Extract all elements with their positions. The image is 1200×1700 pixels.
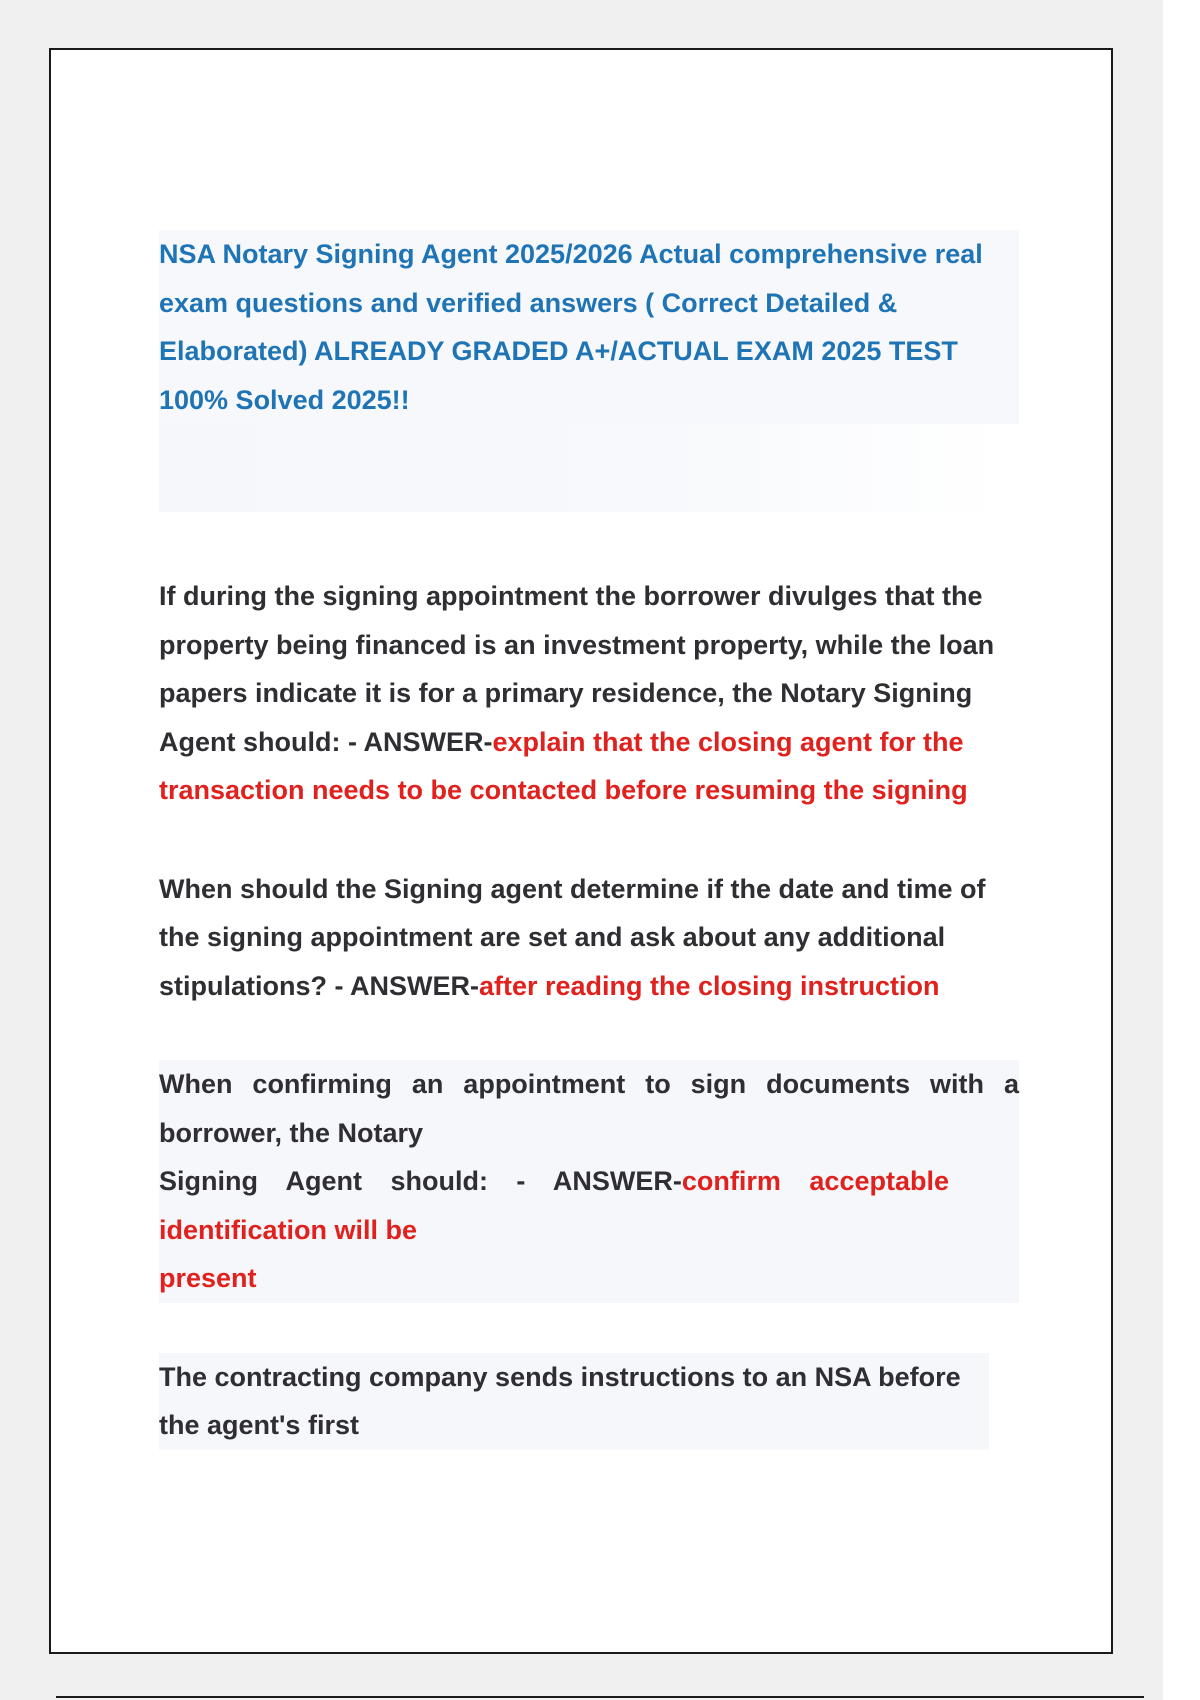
- qa-item-2: [159, 865, 1019, 1011]
- answer-text: confirm acceptable identification will be: [159, 1166, 949, 1245]
- document-page: [49, 48, 1113, 1654]
- question-text: The contracting company sends instructions to an NSA before the agent's first: [159, 1361, 961, 1440]
- question-text-cont: Signing Agent should:: [159, 1166, 488, 1196]
- answer-text-cont: present: [159, 1263, 257, 1293]
- next-page-border: [56, 1696, 1144, 1698]
- answer-line: [159, 1157, 949, 1254]
- question-text: When confirming an appointment to sign documents with a borrower, the Notary: [159, 1069, 1019, 1148]
- qa-item-3: [159, 1060, 1019, 1303]
- viewer-margin: [1163, 0, 1200, 1700]
- answer-text: explain that the closing agent for the transaction needs to be contacted before resuming the signing: [159, 726, 968, 805]
- answer-prefix: - ANSWER-: [327, 970, 479, 1001]
- page-content: [159, 230, 1019, 1450]
- answer-prefix: - ANSWER-: [487, 1166, 682, 1196]
- answer-prefix: - ANSWER-: [340, 726, 493, 757]
- document-title: NSA Notary Signing Agent 2025/2026 Actual comprehensive real exam questions and verified answers ( Correct Detailed & Elaborated) ALREADY GRADED A+/ACTUAL EXAM 2025 TEST 100% Solved 2025!!: [159, 230, 1019, 424]
- qa-item-1: [159, 572, 1019, 815]
- title-highlight: [159, 424, 1009, 512]
- question-text: If during the signing appointment the borrower divulges that the property being financed is an investment property, while the loan papers indicate it is for a primary residence, the Notary Signing Agent should:: [159, 581, 995, 757]
- answer-text: after reading the closing instruction: [478, 970, 940, 1001]
- qa-item-4: [159, 1353, 989, 1450]
- question-text: When should the Signing agent determine if the date and time of the signing appointment are set and ask about any additional stipulations?: [159, 873, 986, 1001]
